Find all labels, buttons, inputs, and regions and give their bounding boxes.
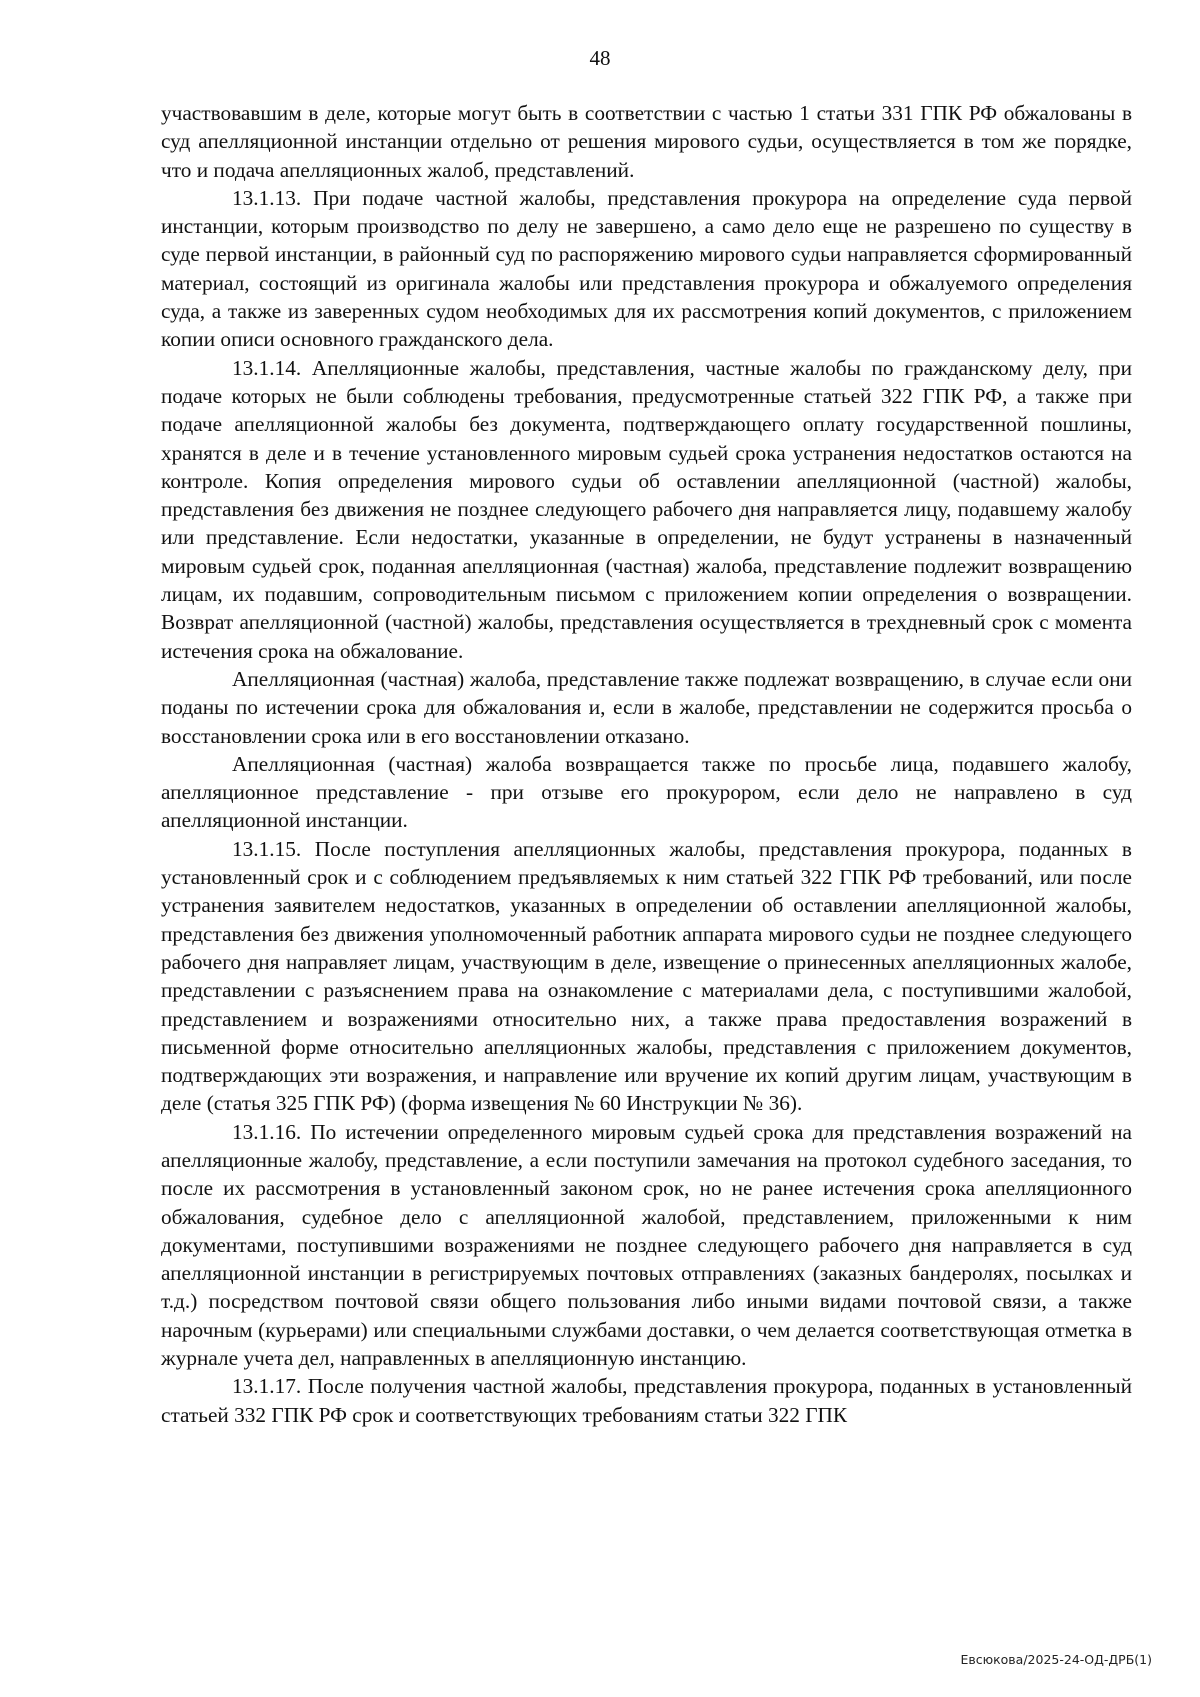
paragraph-13-1-15: 13.1.15. После поступления апелляционных жалобы, представления прокурора, поданных в установленный срок и с соблюдением предъявляемых к ним статьей 322 ГПК РФ требований, или после устранения заявителем недостатков, указанных в определении об оставлении апелляционной жалобы, представления без движения уполномоченный работник аппарата мирового судьи не позднее следующего рабочего дня направляет лицам, участвующим в деле, извещение о принесенных апелляционных жалобе, представлении с разъяснением права на ознакомление с материалами дела, с поступившими жалобой, представлением и возражениями относительно них, а также права предоставления возражений в письменной форме относительно апелляционных жалобы, представления с приложением документов, подтверждающих эти возражения, и направление или вручение их копий другим лицам, участвующим в деле (статья 325 ГПК РФ) (форма извещения № 60 Инструкции № 36). bbox=[161, 836, 1132, 1116]
paragraph-13-1-13: 13.1.13. При подаче частной жалобы, представления прокурора на определение суда первой инстанции, которым производство по делу не завершено, а само дело еще не разрешено по существу в суде первой инстанции, в районный суд по распоряжению мирового судьи направляется сформированный материал, состоящий из оригинала жалобы или представления прокурора и обжалуемого определения суда, а также из заверенных судом необходимых для их рассмотрения копий документов, с приложением копии описи основного гражданского дела. bbox=[161, 185, 1132, 352]
paragraph-13-1-17: 13.1.17. После получения частной жалобы, представления прокурора, поданных в установленный статьей 332 ГПК РФ срок и соответствующих требованиям статьи 322 ГПК bbox=[161, 1374, 1132, 1427]
page-number: 48 bbox=[589, 46, 611, 70]
paragraph-return-on-expiry: Апелляционная (частная) жалоба, представление также подлежат возвращению, в случае если они поданы по истечении срока для обжалования и, если в жалобе, представлении не содержится просьба о восстановлении срока или в его восстановлении отказано. bbox=[161, 666, 1132, 748]
document-footer-code: Евсюкова/2025-24-ОД-ДРБ(1) bbox=[960, 1652, 1152, 1667]
paragraph-continuation: участвовавшим в деле, которые могут быть в соответствии с частью 1 статьи 331 ГПК РФ обжалованы в суд апелляционной инстанции отдельно от решения мирового судьи, осуществляется в том же порядке, что и подача апелляционных жалоб, представлений. bbox=[161, 101, 1132, 182]
paragraph-13-1-14: 13.1.14. Апелляционные жалобы, представления, частные жалобы по гражданскому делу, при подаче которых не были соблюдены требования, предусмотренные статьей 322 ГПК РФ, а также при подаче апелляционной жалобы без документа, подтверждающего оплату государственной пошлины, хранятся в деле и в течение установленного мировым судьей срока устранения недостатков остаются на контроле. Копия определения мирового судьи об оставлении апелляционной (частной) жалобы, представления без движения не позднее следующего рабочего дня направляется лицу, подавшему жалобу или представление. Если недостатки, указанные в определении, не будут устранены в назначенный мировым судьей срок, поданная апелляционная (частная) жалоба, представление подлежит возвращению лицам, их подавшим, сопроводительным письмом с приложением копии определения о возвращении. Возврат апелляционной (частной) жалобы, представления осуществляется в трехдневный срок с момента истечения срока на обжалование. bbox=[161, 355, 1132, 663]
document-body bbox=[161, 99, 1132, 1429]
paragraph-return-on-request: Апелляционная (частная) жалоба возвращается также по просьбе лица, подавшего жалобу, апелляционное представление - при отзыве его прокурором, если дело не направлено в суд апелляционной инстанции. bbox=[161, 751, 1132, 833]
paragraph-13-1-16: 13.1.16. По истечении определенного мировым судьей срока для представления возражений на апелляционные жалобу, представление, а если поступили замечания на протокол судебного заседания, то после их рассмотрения в установленный законом срок, но не ранее истечения срока апелляционного обжалования, судебное дело с апелляционной жалобой, представлением, приложенными к ним документами, поступившими возражениями не позднее следующего рабочего дня направляется в суд апелляционной инстанции в регистрируемых почтовых отправлениях (заказных бандеролях, посылках и т.д.) посредством почтовой связи общего пользования либо иными видами почтовой связи, а также нарочным (курьерами) или специальными службами доставки, о чем делается соответствующая отметка в журнале учета дел, направленных в апелляционную инстанцию. bbox=[161, 1119, 1132, 1371]
